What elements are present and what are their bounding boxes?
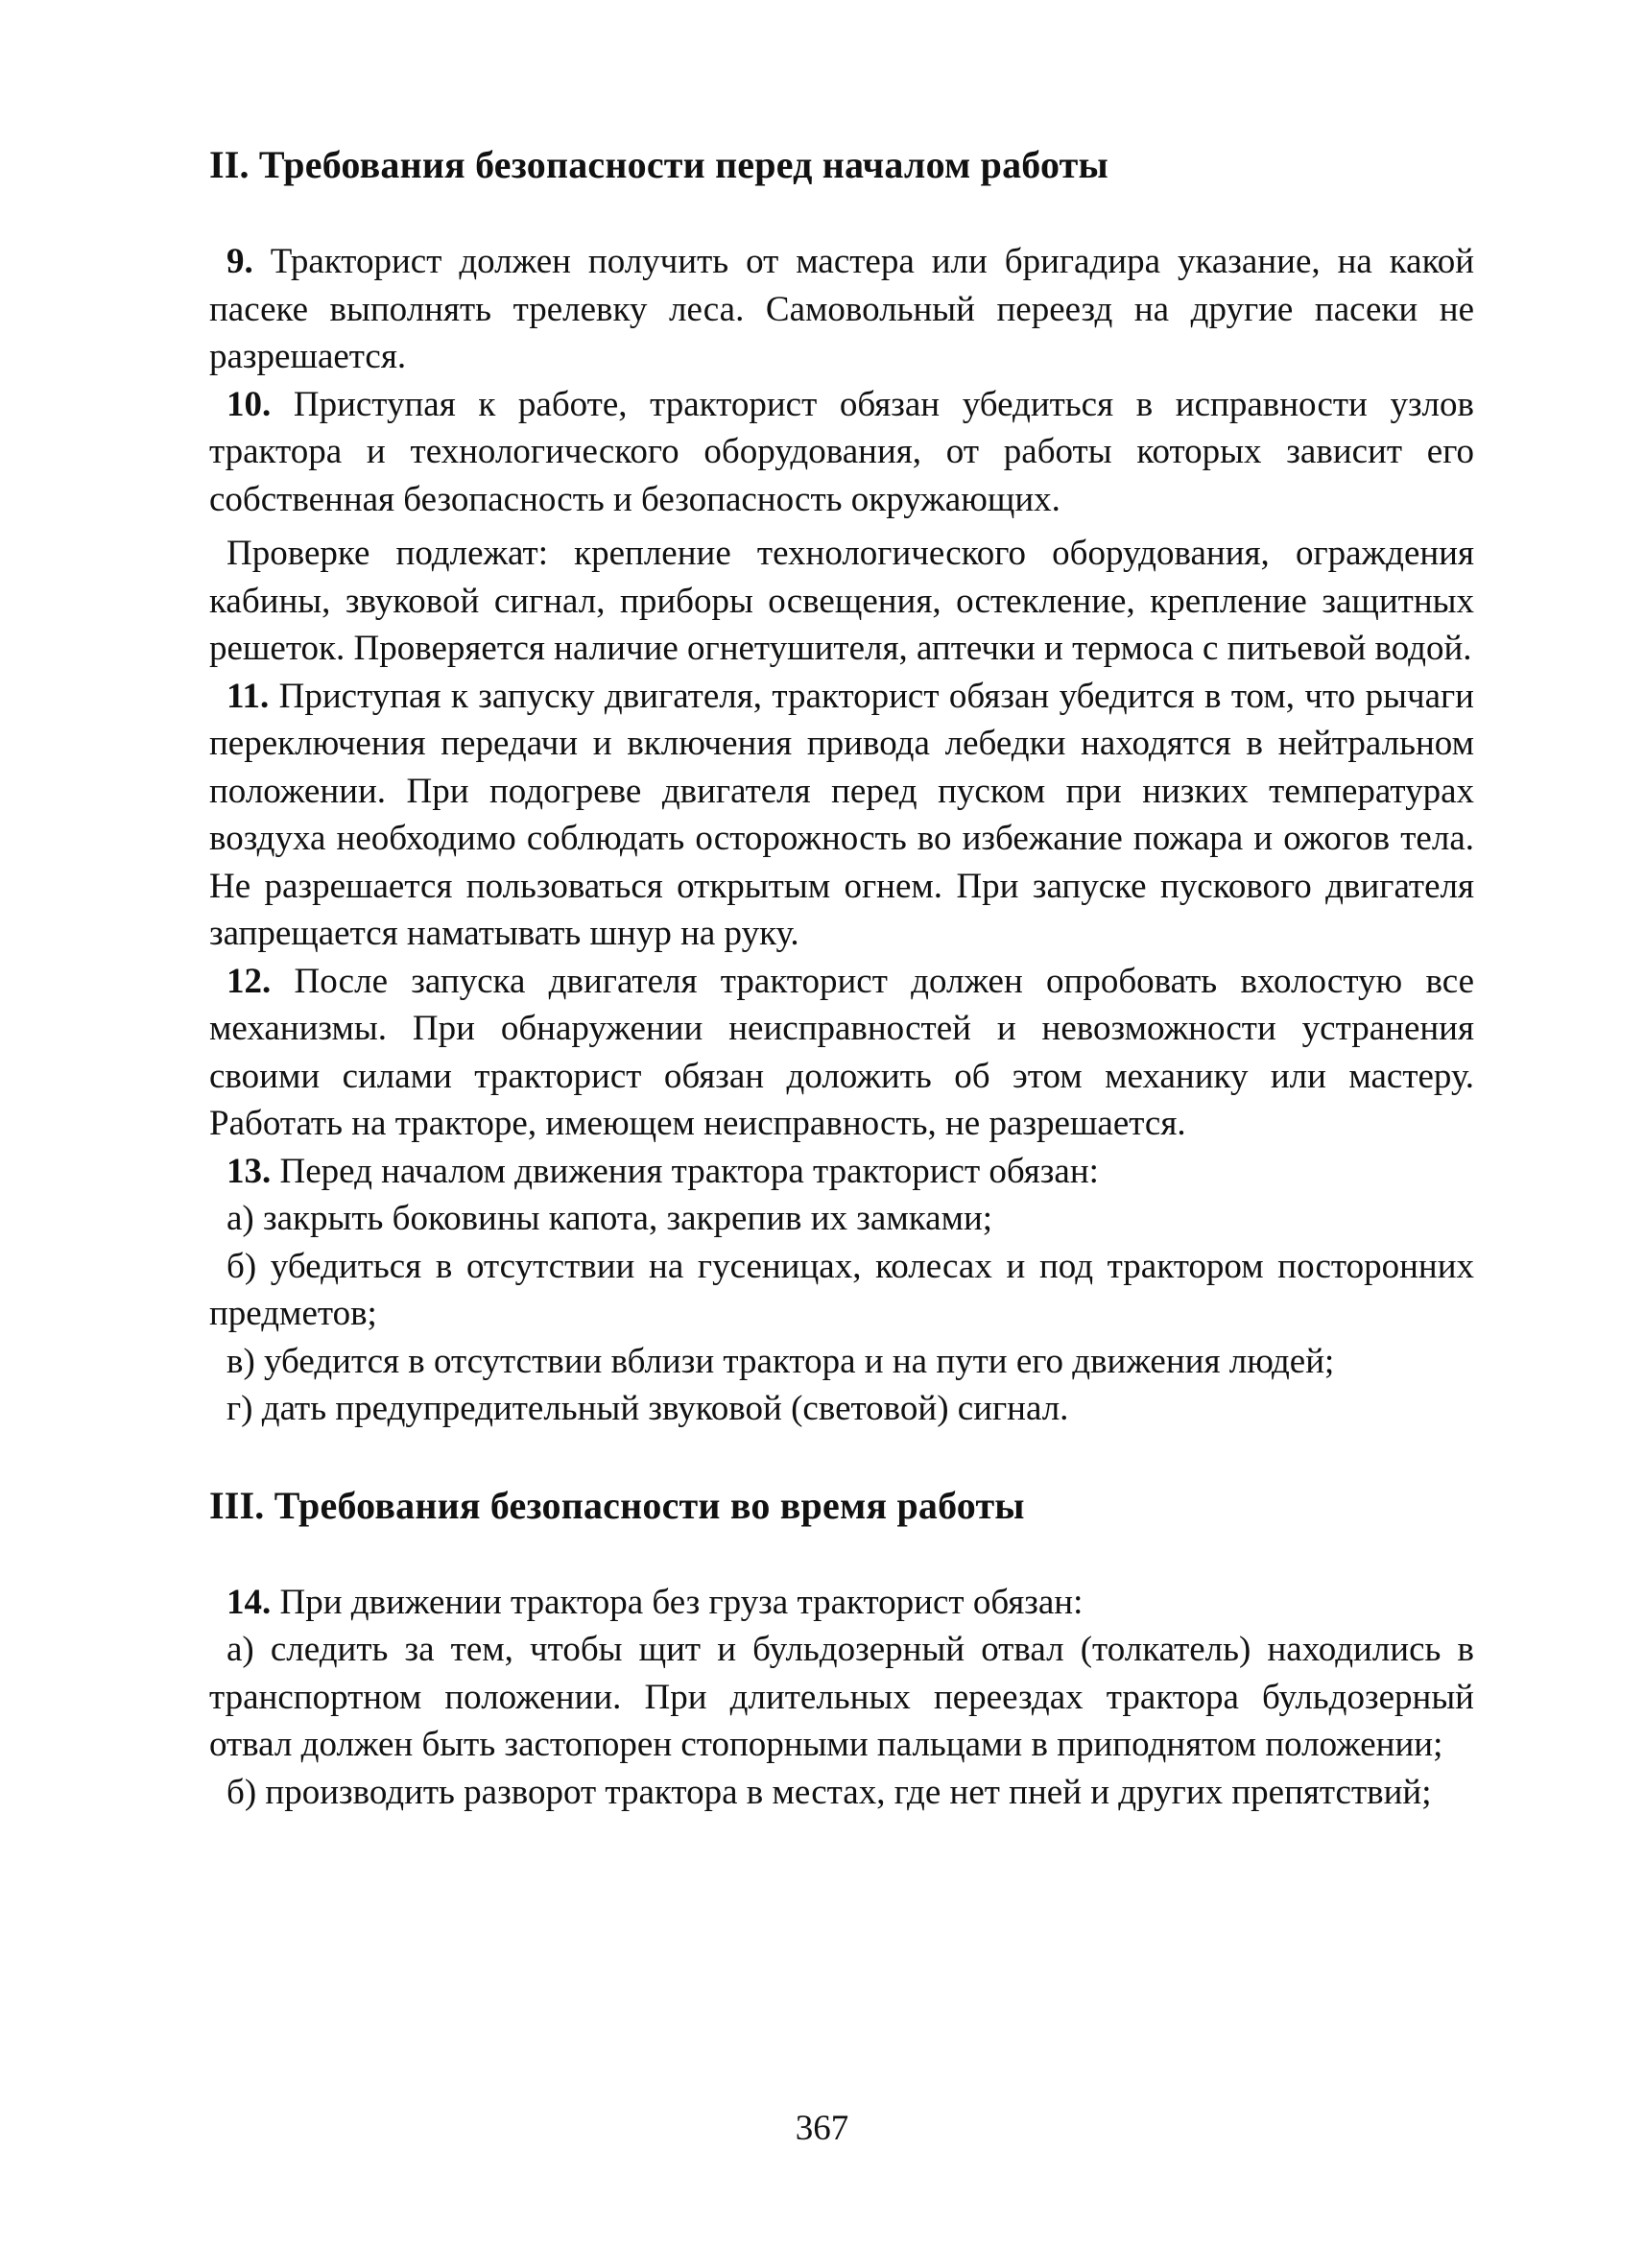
item-number: 10.: [226, 384, 272, 424]
paragraph-item-10: [209, 381, 1474, 524]
paragraph-item-13: [209, 1148, 1474, 1196]
paragraph-item-11: [209, 673, 1474, 958]
page-number: 367: [795, 2109, 849, 2148]
paragraph-sub-v: [209, 1338, 1474, 1386]
section-heading-3: III. Требования безопасности во время работы: [209, 1483, 1025, 1527]
paragraph-sub-b-14: [209, 1769, 1474, 1817]
item-number: 14.: [226, 1582, 272, 1622]
paragraph-text: Тракторист должен получить от мастера или бригадира указание, на какой пасеке выполнять трелевку леса. Самовольный переезд на другие пасеки не разрешается.: [209, 242, 1474, 376]
paragraph-sub-a: [209, 1195, 1474, 1243]
paragraph-sub-b: [209, 1243, 1474, 1338]
paragraph-text: а) закрыть боковины капота, закрепив их замками;: [226, 1199, 993, 1238]
item-number: 9.: [226, 242, 253, 281]
paragraph-text: Приступая к работе, тракторист обязан убедиться в исправности узлов трактора и технологического оборудования, от работы которых зависит его собственная безопасность и безопасность окружающих.: [209, 384, 1474, 519]
paragraph-text: в) убедится в отсутствии вблизи трактора и на пути его движения людей;: [226, 1341, 1335, 1381]
paragraph-check-list: [209, 530, 1474, 673]
item-number: 13.: [226, 1151, 272, 1191]
item-number: 12.: [226, 961, 272, 1001]
paragraph-text: При движении трактора без груза тракторист обязан:: [271, 1582, 1084, 1622]
paragraph-text: Перед началом движения трактора тракторист обязан:: [271, 1151, 1099, 1191]
paragraph-text: а) следить за тем, чтобы щит и бульдозерный отвал (толкатель) находились в транспортном положении. При длительных переездах трактора бульдозерный отвал должен быть застопорен стопорными пальцами в приподнятом положении;: [209, 1630, 1474, 1764]
paragraph-item-9: [209, 238, 1474, 381]
paragraph-item-14: [209, 1579, 1474, 1627]
item-number: 11.: [226, 676, 270, 716]
section-heading-2: II. Требования безопасности перед началом работы: [209, 143, 1108, 186]
paragraph-sub-a-14: [209, 1626, 1474, 1769]
document-page: [209, 142, 1474, 1816]
paragraph-item-12: [209, 958, 1474, 1148]
paragraph-text: б) производить разворот трактора в местах, где нет пней и других препятствий;: [226, 1772, 1432, 1812]
paragraph-text: Проверке подлежат: крепление технологического оборудования, ограждения кабины, звуковой сигнал, приборы освещения, остекление, крепление защитных решеток. Проверяется наличие огнетушителя, аптечки и термоса с питьевой водой.: [209, 534, 1474, 668]
paragraph-text: После запуска двигателя тракторист должен опробовать вхолостую все механизмы. При обнаружении неисправностей и невозможности устранения своими силами тракторист обязан доложить об этом механику или мастеру. Работать на тракторе, имеющем неисправность, не разрешается.: [209, 961, 1474, 1143]
paragraph-text: б) убедиться в отсутствии на гусеницах, колесах и под трактором посторонних предметов;: [209, 1246, 1474, 1333]
paragraph-sub-g: [209, 1385, 1474, 1433]
paragraph-text: г) дать предупредительный звуковой (световой) сигнал.: [226, 1389, 1069, 1428]
paragraph-text: Приступая к запуску двигателя, тракторист обязан убедится в том, что рычаги переключения передачи и включения привода лебедки находятся в нейтральном положении. При подогреве двигателя перед пуском при низких температурах воздуха необходимо соблюдать осторожность во избежание пожара и ожогов тела. Не разрешается пользоваться открытым огнем. При запуске пускового двигателя запрещается наматывать шнур на руку.: [209, 676, 1474, 953]
